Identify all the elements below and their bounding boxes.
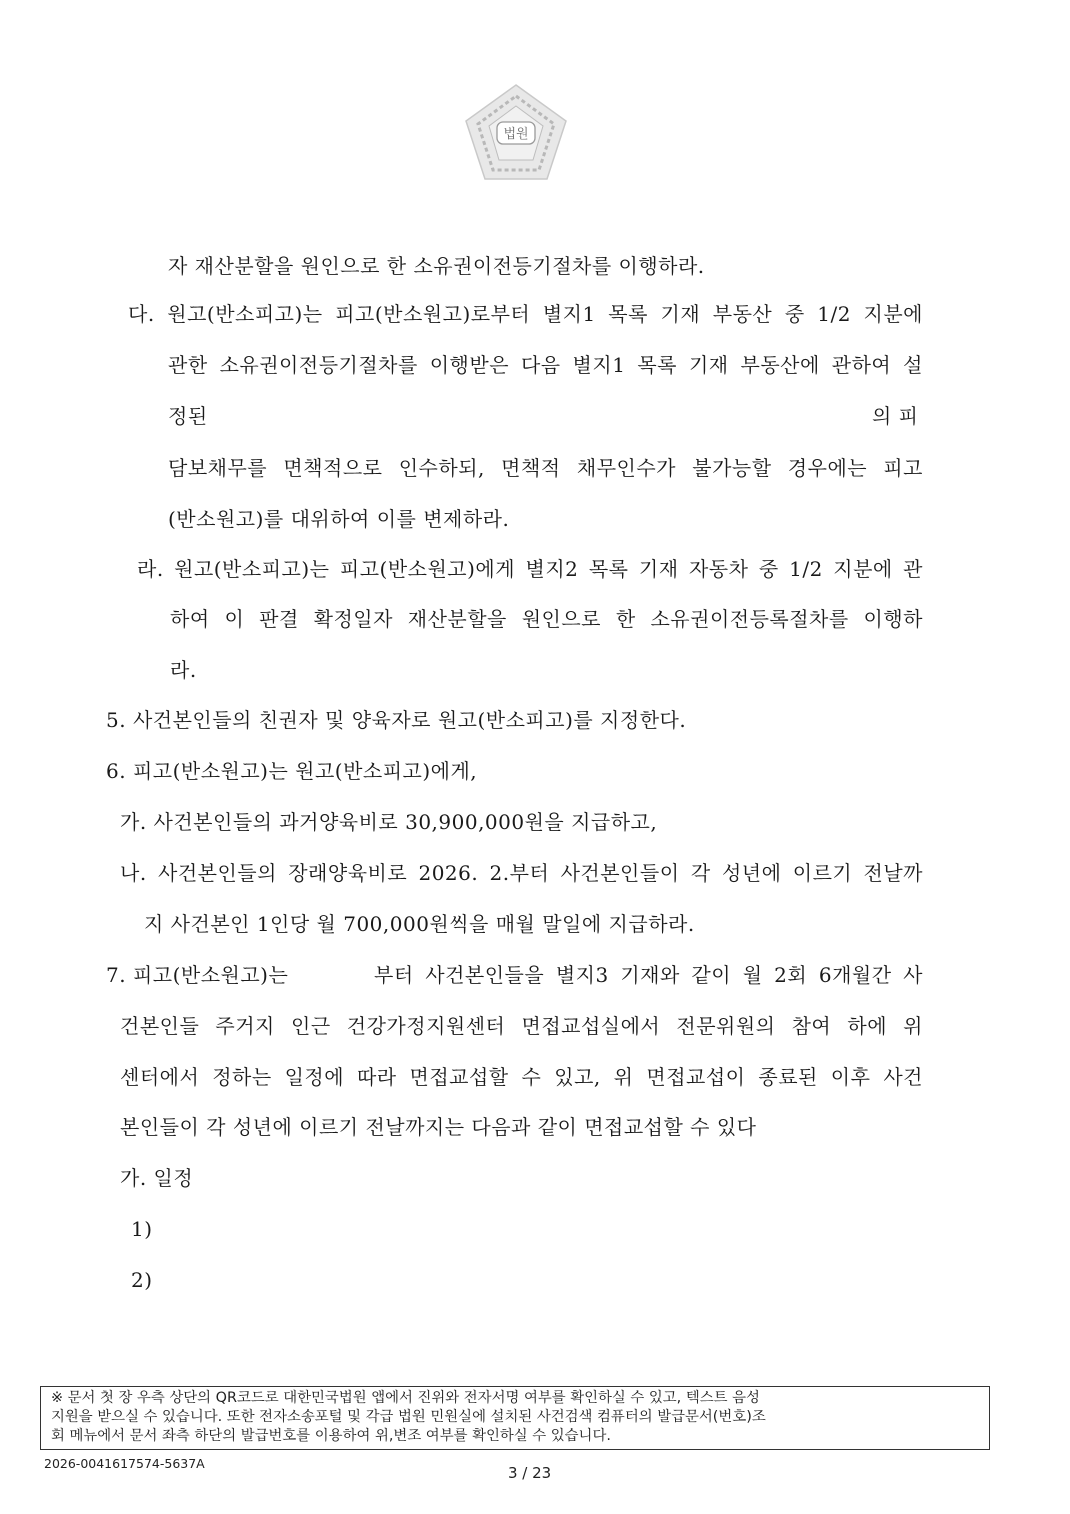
text-line: 자 재산분할을 원인으로 한 소유권이전등기절차를 이행하라. — [168, 254, 705, 278]
text-line: 5. 사건본인들의 친권자 및 양육자로 원고(반소피고)를 지정한다. — [106, 708, 687, 732]
text-line: 1) — [131, 1217, 153, 1241]
page-number: 3 / 23 — [508, 1464, 552, 1482]
text-line: 의 피 — [872, 404, 919, 428]
text-line: 다. 원고(반소피고)는 피고(반소원고)로부터 별지1 목록 기재 부동산 중 1/2 지분에 — [128, 302, 923, 326]
text-line: (반소원고)를 대위하여 이를 변제하라. — [168, 507, 510, 531]
text-line: 지 사건본인 1인당 월 700,000원씩을 매월 말일에 지급하라. — [144, 912, 695, 936]
text-line: 라. — [170, 658, 197, 682]
text-line: 관한 소유권이전등기절차를 이행받은 다음 별지1 목록 기재 부동산에 관하여 설 — [168, 353, 923, 377]
notice-line: ※ 문서 첫 장 우측 상단의 QR코드로 대한민국법원 앱에서 진위와 전자서명 여부를 확인하실 수 있고, 텍스트 음성 — [51, 1390, 760, 1406]
text-line: 라. 원고(반소피고)는 피고(반소원고)에게 별지2 목록 기재 자동차 중 1/2 지분에 관 — [137, 557, 923, 581]
verification-notice — [40, 1386, 990, 1450]
court-seal-icon — [463, 82, 569, 182]
text-line: 가. 일정 — [120, 1166, 194, 1190]
text-line: 가. 사건본인들의 과거양육비로 30,900,000원을 지급하고, — [120, 810, 658, 834]
text-line: 정된 — [168, 404, 208, 428]
text-line: 나. 사건본인들의 장래양육비로 2026. 2.부터 사건본인들이 각 성년에 이르기 전날까 — [120, 861, 923, 885]
text-line: 센터에서 정하는 일정에 따라 면접교섭할 수 있고, 위 면접교섭이 종료된 이후 사건 — [120, 1065, 923, 1089]
text-line: 담보채무를 면책적으로 인수하되, 면책적 채무인수가 불가능할 경우에는 피고 — [168, 456, 923, 480]
text-line: 2) — [131, 1268, 153, 1292]
text-line: 본인들이 각 성년에 이르기 전날까지는 다음과 같이 면접교섭할 수 있다 — [120, 1115, 757, 1139]
text-line: 부터 사건본인들을 별지3 기재와 같이 월 2회 6개월간 사 — [374, 963, 923, 987]
text-line: 건본인들 주거지 인근 건강가정지원센터 면접교섭실에서 전문위원의 참여 하에 위 — [120, 1014, 923, 1038]
text-line: 하여 이 판결 확정일자 재산분할을 원인으로 한 소유권이전등록절차를 이행하 — [170, 607, 923, 631]
notice-line: 회 메뉴에서 문서 좌측 하단의 발급번호를 이용하여 위,변조 여부를 확인하실 수 있습니다. — [51, 1428, 611, 1444]
document-number: 2026-0041617574-5637A — [44, 1456, 205, 1471]
text-line: 6. 피고(반소원고)는 원고(반소피고)에게, — [106, 759, 478, 783]
seal-text: 법원 — [503, 127, 529, 142]
text-line: 7. 피고(반소원고)는 — [106, 963, 289, 987]
notice-line: 지원을 받으실 수 있습니다. 또한 전자소송포털 및 각급 법원 민원실에 설치된 사건검색 컴퓨터의 발급문서(번호)조 — [51, 1409, 766, 1425]
